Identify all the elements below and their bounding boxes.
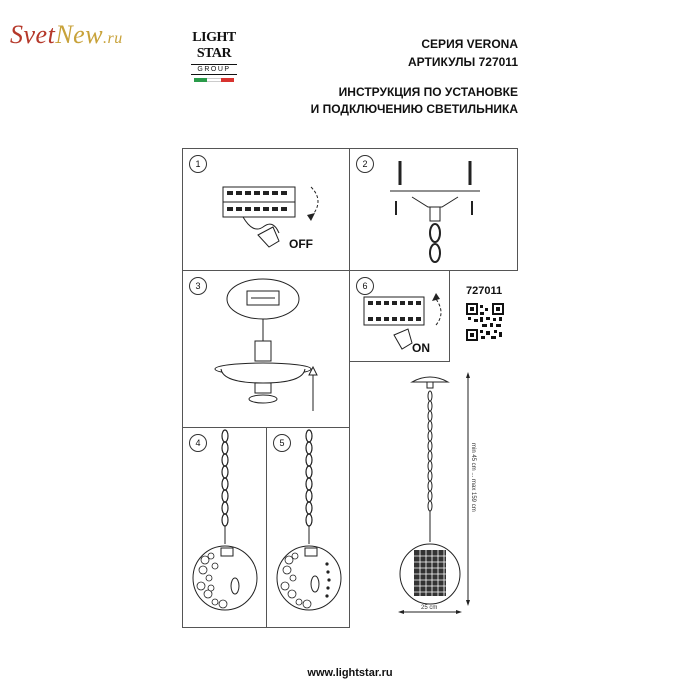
step-number: 4 [189, 434, 207, 452]
step-6-panel [349, 270, 450, 362]
width-dimension-label: 25 cm [421, 605, 438, 611]
off-label: OFF [289, 237, 313, 251]
step-1-panel [182, 148, 350, 271]
shade-install-illustration [183, 428, 268, 629]
step-3-panel [182, 270, 350, 428]
lightstar-logo [191, 31, 237, 107]
instruction-title-line2: И ПОДКЛЮЧЕНИЮ СВЕТИЛЬНИКА [310, 102, 518, 116]
logo-line2: STAR [196, 46, 232, 61]
brand-part2: New [55, 20, 104, 49]
step-4-panel [182, 427, 267, 628]
ceiling-mount-illustration [350, 149, 519, 272]
step-number: 6 [356, 277, 374, 295]
instruction-title-line1: ИНСТРУКЦИЯ ПО УСТАНОВКЕ [338, 85, 518, 99]
step-2-panel [349, 148, 518, 271]
product-article: 727011 [466, 285, 503, 297]
brand-part1: Svet [10, 20, 56, 49]
brand-logo [10, 20, 123, 50]
bulb-install-illustration [267, 428, 351, 629]
pendant-overview-illustration [390, 370, 510, 620]
terminal-block-off-illustration [183, 149, 351, 272]
qr-code-icon [466, 303, 504, 341]
series-title: СЕРИЯ VERONA [421, 37, 518, 51]
step-5-panel [266, 427, 350, 628]
terminal-block-on-illustration [350, 271, 451, 363]
step-number: 2 [356, 155, 374, 173]
step-number: 3 [189, 277, 207, 295]
height-dimension-label: min 45 cm ... max 159 cm [470, 443, 476, 512]
articles-title: АРТИКУЛЫ 727011 [408, 55, 518, 69]
footer-url[interactable]: www.lightstar.ru [307, 667, 393, 679]
canopy-attach-illustration [183, 271, 351, 429]
logo-line3: GROUP [191, 64, 237, 75]
step-number: 5 [273, 434, 291, 452]
logo-line1: LIGHT [192, 30, 236, 45]
on-label: ON [412, 341, 430, 355]
step-number: 1 [189, 155, 207, 173]
brand-part3: .ru [103, 30, 123, 47]
italy-flag-icon [194, 78, 234, 82]
